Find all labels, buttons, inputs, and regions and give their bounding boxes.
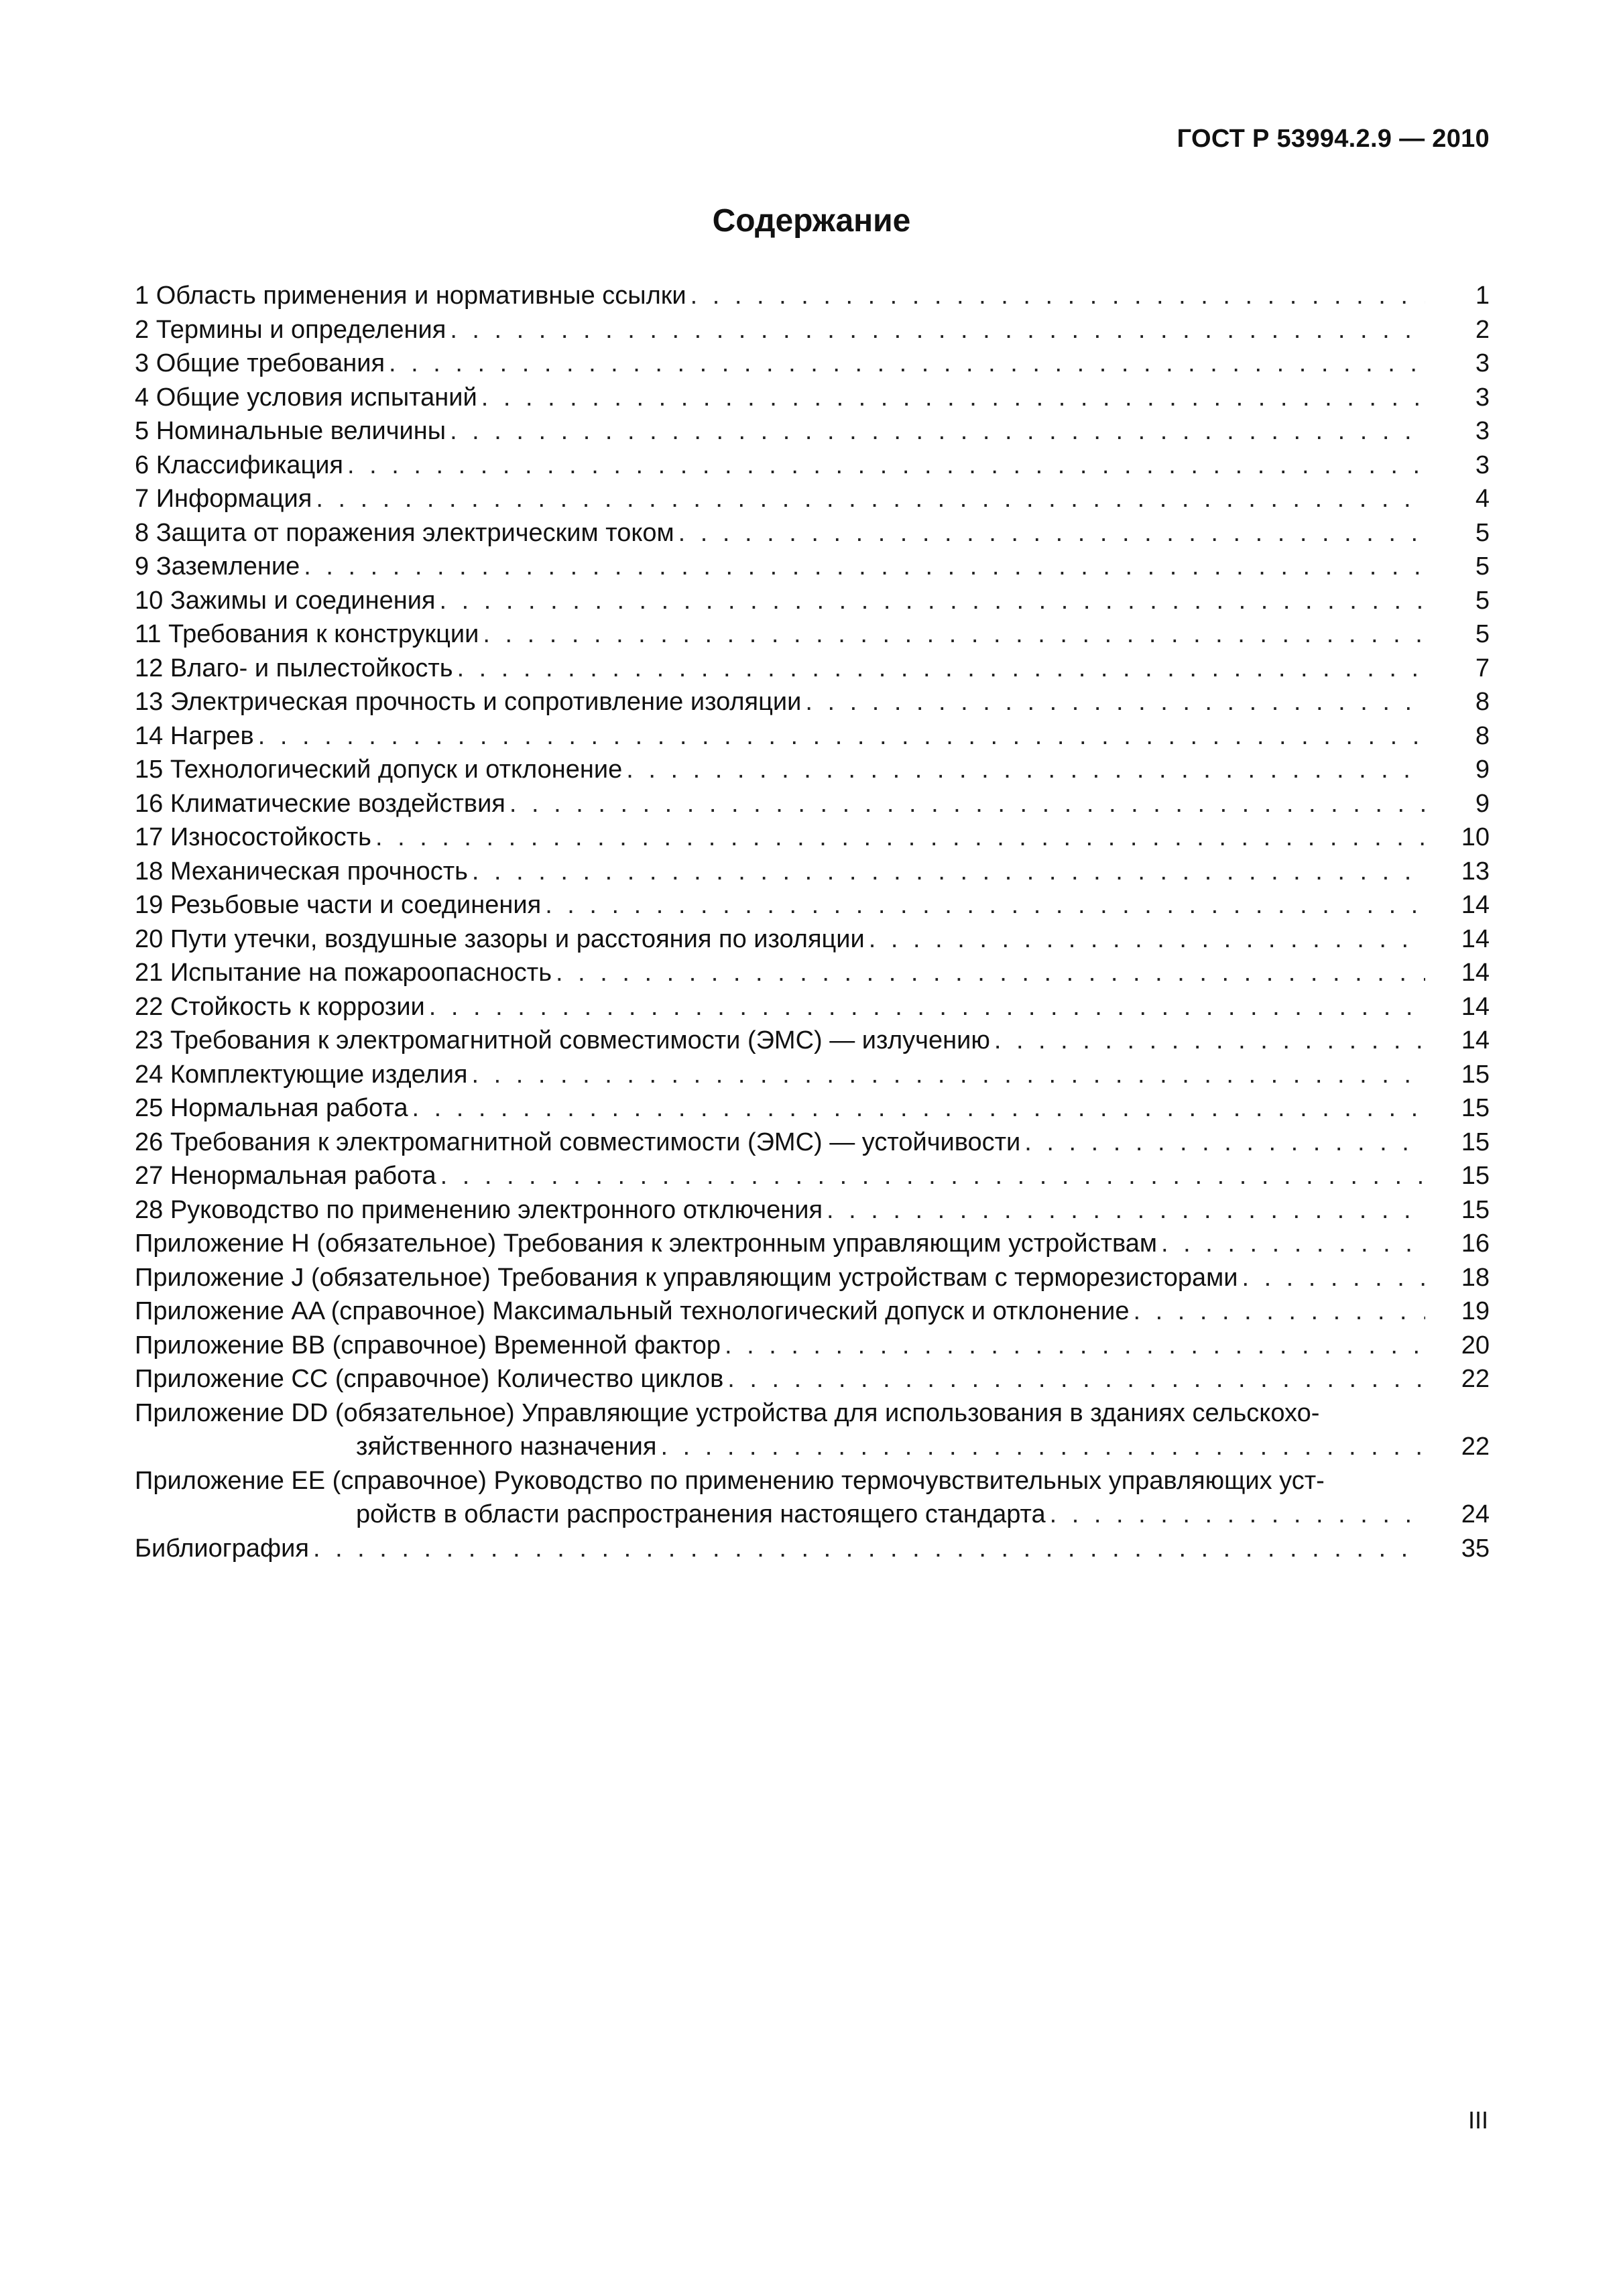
toc-entry-title: 3 Общие требования	[135, 349, 385, 377]
toc-leader-dots	[545, 888, 1425, 922]
toc-entry-title: 7 Информация	[135, 485, 312, 513]
toc-entry[interactable]	[135, 617, 1490, 652]
toc-leader-dots	[556, 956, 1425, 990]
toc-entry-page: 3	[1475, 417, 1490, 445]
toc-entry-title: 6 Классификация	[135, 450, 344, 479]
toc-entry[interactable]	[135, 1024, 1490, 1058]
toc-entry-title: 22 Стойкость к коррозии	[135, 992, 425, 1021]
toc-entry[interactable]	[135, 922, 1490, 957]
toc-leader-dots	[869, 922, 1425, 957]
toc-leader-dots	[440, 1159, 1425, 1193]
toc-entry[interactable]	[135, 381, 1490, 415]
toc-entry-page: 14	[1461, 924, 1490, 953]
toc-leader-dots	[1242, 1261, 1425, 1295]
toc-entry[interactable]	[135, 719, 1490, 753]
toc-leader-dots	[727, 1362, 1425, 1396]
toc-entry[interactable]	[135, 448, 1490, 483]
toc-entry-page: 14	[1461, 959, 1490, 987]
toc-entry[interactable]	[135, 1126, 1490, 1160]
toc-entry-page: 5	[1475, 552, 1490, 581]
toc-entry-title: 8 Защита от поражения электрическим током	[135, 518, 674, 547]
toc-entry-page: 15	[1461, 1162, 1490, 1190]
toc-entry-page: 15	[1461, 1060, 1490, 1089]
toc-leader-dots	[347, 448, 1425, 483]
toc-entry-title: 23 Требования к электромагнитной совместимости (ЭМС) — излучению	[135, 1026, 990, 1054]
toc-entry-title: 14 Нагрев	[135, 721, 254, 750]
toc-entry-title-cont: ройств в области распространения настоящего стандарта	[356, 1500, 1046, 1528]
toc-entry-title-cont: зяйственного назначения	[356, 1433, 657, 1461]
toc-entry[interactable]	[135, 1261, 1490, 1295]
toc-entry-title: 13 Электрическая прочность и сопротивление изоляции	[135, 688, 802, 716]
toc-entry-title: 21 Испытание на пожароопасность	[135, 959, 552, 987]
document-designation: ГОСТ Р 53994.2.9 — 2010	[1177, 125, 1490, 153]
toc-leader-dots	[660, 1430, 1425, 1464]
toc-entry[interactable]	[135, 1294, 1490, 1329]
toc-entry-title: Приложение CC (справочное) Количество циклов	[135, 1365, 724, 1393]
toc-leader-dots	[509, 787, 1425, 821]
toc-entry-page: 4	[1475, 485, 1490, 513]
toc-entry-page: 18	[1461, 1263, 1490, 1292]
toc-entry-title: 10 Зажимы и соединения	[135, 586, 436, 615]
toc-entry[interactable]	[135, 1058, 1490, 1092]
toc-entry[interactable]	[135, 313, 1490, 347]
toc-entry-title: 2 Термины и определения	[135, 315, 446, 344]
toc-entry[interactable]	[135, 1159, 1490, 1193]
toc-entry[interactable]	[135, 1193, 1490, 1227]
toc-entry-title: Приложение H (обязательное) Требования к электронным управляющим устройствам	[135, 1229, 1158, 1258]
toc-entry[interactable]	[135, 1532, 1490, 1566]
toc-leader-dots	[690, 279, 1425, 313]
toc-entry-page: 35	[1461, 1534, 1490, 1563]
table-of-contents	[135, 279, 1490, 1565]
toc-entry-page: 19	[1461, 1297, 1490, 1325]
toc-entry[interactable]	[135, 1091, 1490, 1126]
toc-leader-dots	[483, 617, 1425, 652]
toc-entry-page: 14	[1461, 891, 1490, 919]
toc-entry-title: 4 Общие условия испытаний	[135, 383, 477, 412]
toc-leader-dots	[440, 584, 1425, 618]
toc-leader-dots	[389, 347, 1425, 381]
toc-leader-dots	[313, 1532, 1425, 1566]
toc-entry-title: 12 Влаго- и пылестойкость	[135, 654, 453, 682]
toc-entry[interactable]	[135, 414, 1490, 448]
toc-entry[interactable]	[135, 821, 1490, 855]
toc-entry[interactable]	[135, 1329, 1490, 1363]
toc-entry-multiline[interactable]	[135, 1464, 1490, 1498]
toc-entry-page: 2	[1475, 315, 1490, 344]
toc-leader-dots	[1134, 1294, 1425, 1329]
toc-entry-title: 28 Руководство по применению электронного отключения	[135, 1195, 823, 1224]
toc-entry-title: 16 Климатические воздействия	[135, 789, 505, 818]
toc-entry-title: Приложение BB (справочное) Временной фактор	[135, 1331, 721, 1360]
toc-entry-title: 9 Заземление	[135, 552, 300, 581]
toc-entry-title: 5 Номинальные величины	[135, 417, 446, 445]
toc-leader-dots	[1050, 1498, 1425, 1532]
toc-entry[interactable]	[135, 685, 1490, 719]
toc-entry-title: 17 Износостойкость	[135, 823, 371, 851]
toc-leader-dots	[412, 1091, 1425, 1126]
toc-entry-page: 15	[1461, 1094, 1490, 1122]
toc-entry-page: 13	[1461, 857, 1490, 886]
toc-entry-page: 14	[1461, 1026, 1490, 1054]
page-number: III	[1467, 2106, 1488, 2134]
toc-entry[interactable]	[135, 652, 1490, 686]
toc-entry-page: 14	[1461, 992, 1490, 1021]
toc-leader-dots	[805, 685, 1425, 719]
toc-leader-dots	[316, 482, 1425, 516]
toc-leader-dots	[457, 652, 1425, 686]
toc-entry-title: Библиография	[135, 1534, 309, 1563]
toc-entry[interactable]	[135, 482, 1490, 516]
toc-leader-dots	[1161, 1227, 1425, 1261]
toc-entry-page: 9	[1475, 789, 1490, 818]
toc-entry[interactable]	[135, 550, 1490, 584]
toc-leader-dots	[1024, 1126, 1425, 1160]
toc-leader-dots	[827, 1193, 1425, 1227]
toc-leader-dots	[304, 550, 1425, 584]
page-title: Содержание	[712, 203, 911, 239]
toc-entry-title: 27 Ненормальная работа	[135, 1162, 436, 1190]
toc-entry[interactable]	[135, 1227, 1490, 1261]
toc-entry-page: 24	[1461, 1500, 1490, 1528]
toc-entry-continuation[interactable]	[135, 1498, 1490, 1532]
toc-leader-dots	[258, 719, 1425, 753]
toc-entry-page: 3	[1475, 349, 1490, 377]
toc-entry-page: 5	[1475, 518, 1490, 547]
toc-entry-page: 20	[1461, 1331, 1490, 1360]
toc-leader-dots	[375, 821, 1425, 855]
toc-entry[interactable]	[135, 516, 1490, 550]
toc-leader-dots	[994, 1024, 1425, 1058]
toc-entry-page: 3	[1475, 450, 1490, 479]
toc-entry[interactable]	[135, 855, 1490, 889]
toc-entry-page: 5	[1475, 620, 1490, 648]
toc-entry[interactable]	[135, 956, 1490, 990]
toc-leader-dots	[450, 414, 1425, 448]
toc-entry-page: 15	[1461, 1128, 1490, 1156]
toc-entry-title: 1 Область применения и нормативные ссылки	[135, 282, 686, 310]
toc-entry-multiline[interactable]	[135, 1396, 1490, 1431]
toc-entry[interactable]	[135, 753, 1490, 787]
toc-entry-title: Приложение DD (обязательное) Управляющие устройства для использования в зданиях сельскохо-	[135, 1398, 1320, 1427]
toc-leader-dots	[450, 313, 1425, 347]
toc-entry-title: Приложение AA (справочное) Максимальный технологический допуск и отклонение	[135, 1297, 1130, 1325]
toc-entry-page: 8	[1475, 721, 1490, 750]
toc-entry[interactable]	[135, 990, 1490, 1024]
toc-leader-dots	[472, 855, 1425, 889]
toc-entry-page: 3	[1475, 383, 1490, 412]
toc-entry[interactable]	[135, 1362, 1490, 1396]
toc-entry-continuation[interactable]	[135, 1430, 1490, 1464]
toc-entry[interactable]	[135, 787, 1490, 821]
toc-entry[interactable]	[135, 584, 1490, 618]
toc-leader-dots	[678, 516, 1425, 550]
toc-leader-dots	[429, 990, 1425, 1024]
toc-entry-title: 18 Механическая прочность	[135, 857, 468, 886]
toc-leader-dots	[626, 753, 1425, 787]
toc-entry-title: 20 Пути утечки, воздушные зазоры и расстояния по изоляции	[135, 924, 865, 953]
toc-entry-title: Приложение EE (справочное) Руководство по применению термочувствительных управляющих уст-	[135, 1466, 1325, 1495]
toc-leader-dots	[725, 1329, 1425, 1363]
toc-entry-title: 26 Требования к электромагнитной совместимости (ЭМС) — устойчивости	[135, 1128, 1021, 1156]
toc-entry-page: 7	[1475, 654, 1490, 682]
toc-entry-title: 24 Комплектующие изделия	[135, 1060, 468, 1089]
toc-entry-title: Приложение J (обязательное) Требования к управляющим устройствам с терморезисторами	[135, 1263, 1238, 1292]
toc-entry-page: 1	[1475, 282, 1490, 310]
toc-entry-page: 22	[1461, 1433, 1490, 1461]
toc-entry-title: 19 Резьбовые части и соединения	[135, 891, 542, 919]
toc-entry-title: 11 Требования к конструкции	[135, 620, 479, 648]
toc-entry-page: 8	[1475, 688, 1490, 716]
toc-entry-page: 15	[1461, 1195, 1490, 1224]
toc-leader-dots	[472, 1058, 1425, 1092]
toc-entry-page: 9	[1475, 756, 1490, 784]
toc-leader-dots	[481, 381, 1425, 415]
toc-entry-page: 22	[1461, 1365, 1490, 1393]
toc-entry-title: 15 Технологический допуск и отклонение	[135, 756, 623, 784]
toc-entry-page: 10	[1461, 823, 1490, 851]
toc-entry-title: 25 Нормальная работа	[135, 1094, 408, 1122]
toc-entry-page: 16	[1461, 1229, 1490, 1258]
toc-entry[interactable]	[135, 888, 1490, 922]
toc-entry[interactable]	[135, 279, 1490, 313]
toc-entry[interactable]	[135, 347, 1490, 381]
toc-entry-page: 5	[1475, 586, 1490, 615]
